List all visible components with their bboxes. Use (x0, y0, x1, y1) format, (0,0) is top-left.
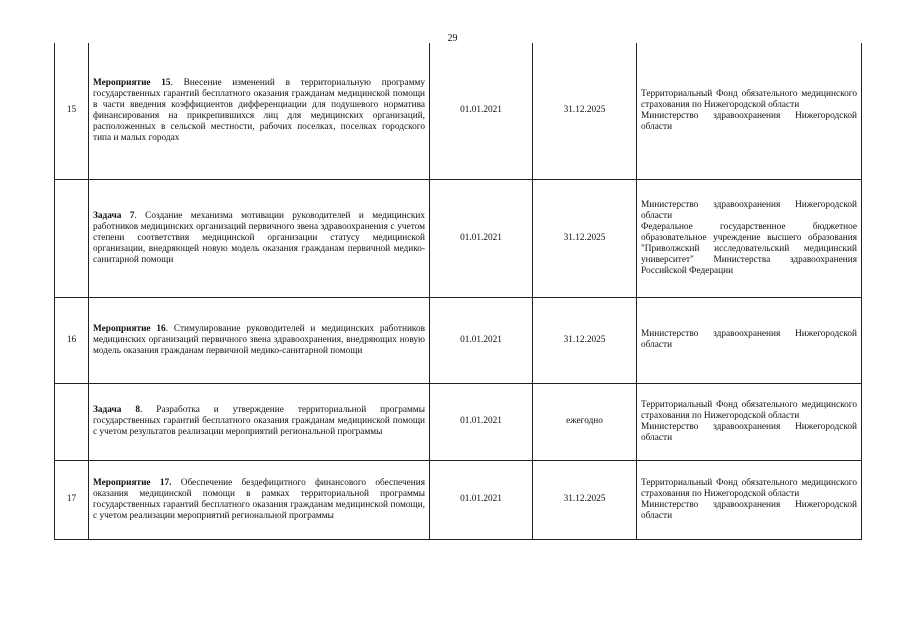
row-number: 15 (55, 43, 89, 179)
measure-title: Мероприятие 16 (93, 323, 166, 334)
measures-table (54, 43, 862, 540)
task-description (89, 179, 430, 297)
row-number: 16 (55, 297, 89, 383)
row-number: 17 (55, 460, 89, 539)
measure-title: Мероприятие 15 (93, 77, 171, 88)
end-date: 31.12.2025 (533, 43, 637, 179)
start-date: 01.01.2021 (430, 460, 533, 539)
responsible-executors (637, 383, 862, 460)
end-date: 31.12.2025 (533, 460, 637, 539)
responsible-executors (637, 460, 862, 539)
measure-text: . Стимулирование руководителей и медицинских работников медицинских организаций первичного звена здравоохранения, внедряющих новую модель оказания гражданам первичной медико-санитарной помощи (93, 323, 425, 356)
measure-text: Обеспечение бездефицитного финансового обеспечения оказания медицинской помощи в рамках территориальной программы государственных гарантий бесплатного оказания гражданам медицинской помощи, с учетом реализации мероприятий региональной программы (93, 477, 425, 521)
responsible-executors (637, 297, 862, 383)
row-number (55, 179, 89, 297)
task-text: . Разработка и утверждение территориальной программы государственных гарантий бесплатного оказания гражданам медицинской помощи с учетом результатов реализации мероприятий региональной программы (93, 405, 425, 437)
table-row (55, 43, 862, 179)
responsible-line: Федеральное государственное бюджетное образовательное учреждение высшего образования "Приволжский исследовательский медицинский университет" Министерства здравоохранения Российской Федерации (641, 221, 857, 276)
task-text: . Создание механизма мотивации руководителей и медицинских работников медицинских организаций первичного звена здравоохранения с учетом степени соответствия медицинской организации статусу медицинской организации, внедряющей новую модель оказания гражданам первичной медико-санитарной помощи (93, 210, 425, 265)
measure-description (89, 460, 430, 539)
responsible-line: Территориальный Фонд обязательного медицинского страхования по Нижегородской области (641, 88, 857, 110)
row-number (55, 383, 89, 460)
responsible-line: Министерство здравоохранения Нижегородской области (641, 110, 857, 132)
end-date: 31.12.2025 (533, 179, 637, 297)
page-number: 29 (447, 33, 458, 44)
table-row (55, 460, 862, 539)
start-date: 01.01.2021 (430, 43, 533, 179)
responsible-line: Министерство здравоохранения Нижегородской области (641, 329, 857, 350)
measure-description (89, 43, 430, 179)
measure-text: . Внесение изменений в территориальную программу государственных гарантий бесплатного оказания гражданам медицинской помощи в части введения коэффициентов дифференциации для подушевого норматива финансирования на прикрепившихся лиц для медицинских организаций, расположенных в сельской местности, рабочих поселках, поселках городского типа и малых городах (93, 77, 425, 143)
responsible-line: Министерство здравоохранения Нижегородской области (641, 199, 857, 221)
measure-description (89, 297, 430, 383)
responsible-line: Территориальный Фонд обязательного медицинского страхования по Нижегородской области (641, 477, 857, 499)
task-title: Задача 8 (93, 405, 141, 415)
responsible-line: Министерство здравоохранения Нижегородской области (641, 421, 857, 443)
table-row (55, 179, 862, 297)
start-date: 01.01.2021 (430, 179, 533, 297)
table-row (55, 383, 862, 460)
table-row (55, 297, 862, 383)
end-date: ежегодно (533, 383, 637, 460)
end-date: 31.12.2025 (533, 297, 637, 383)
start-date: 01.01.2021 (430, 297, 533, 383)
responsible-executors (637, 179, 862, 297)
start-date: 01.01.2021 (430, 383, 533, 460)
responsible-line: Территориальный Фонд обязательного медицинского страхования по Нижегородской области (641, 399, 857, 421)
responsible-line: Министерство здравоохранения Нижегородской области (641, 499, 857, 521)
task-description (89, 383, 430, 460)
responsible-executors (637, 43, 862, 179)
task-title: Задача 7 (93, 210, 135, 221)
measure-title: Мероприятие 17. (93, 477, 172, 488)
